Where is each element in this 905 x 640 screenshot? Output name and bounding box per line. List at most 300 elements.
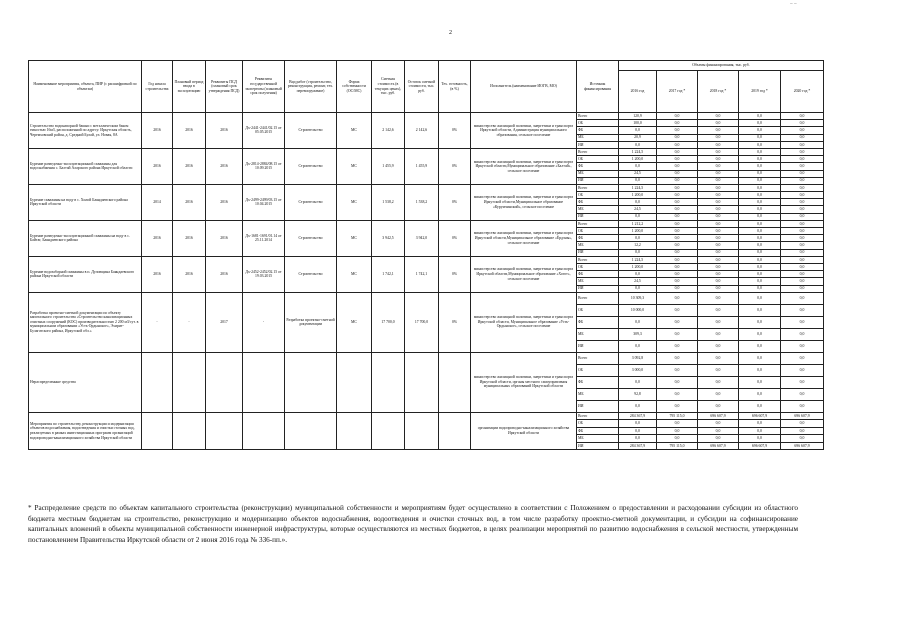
executor-cell: министерство жилищной политики, энергетики и транспорта Иркутской области,Муниципальное образование «Курумчинский», сельское поселение bbox=[471, 184, 577, 220]
year-start-cell: 2014 bbox=[142, 184, 173, 220]
funding-value-cell: 0,0 bbox=[739, 285, 781, 292]
executor-cell: министерство жилищной политики, энергетики и транспорта Иркутской области,Муниципальное образование «Хогот», сельское поселение bbox=[471, 256, 577, 292]
funding-value-cell: 92,8 bbox=[619, 388, 657, 400]
table-row bbox=[29, 148, 824, 155]
funding-value-cell: 0,0 bbox=[657, 285, 698, 292]
funding-source-cell: ФБ bbox=[577, 127, 619, 134]
readiness-cell: 0% bbox=[439, 184, 471, 220]
year-start-cell: 2016 bbox=[142, 148, 173, 184]
funding-value-cell: 1 200,0 bbox=[619, 156, 657, 163]
funding-value-cell: 0,0 bbox=[698, 420, 739, 428]
header-psd: Реквизиты ПСД (плановый срок утверждения ПСД) bbox=[206, 61, 243, 113]
funding-value-cell: 1 200,0 bbox=[619, 192, 657, 199]
funding-value-cell: 0,0 bbox=[657, 206, 698, 213]
funding-value-cell: 0,0 bbox=[657, 400, 698, 412]
funding-source-cell: ИИ bbox=[577, 249, 619, 256]
funding-value-cell: 0,0 bbox=[698, 364, 739, 376]
funding-value-cell: 0,0 bbox=[781, 242, 824, 249]
funding-value-cell: 0,0 bbox=[657, 388, 698, 400]
year-start-cell: 2016 bbox=[142, 113, 173, 149]
funding-value-cell: 12,2 bbox=[619, 242, 657, 249]
funding-value-cell: 0,0 bbox=[781, 228, 824, 235]
expertise-details-cell bbox=[243, 352, 285, 412]
footnote: * Распределение средств по объектам капитального строительства (реконструкции) муниципальной собственности и мероприятиям будет осуществлено в соответствии с Положением о предоставлении и расходовании субсидии из областного бюджета местным бюджетам на строительство, реконструкцию и модернизацию объектов водоснабжения, водоотведения и очистки сточных вод, в том числе разработку проектно-сметной документации, и субсидии на софинансирование капитальных вложений в объекты муниципальной собственности инженерной инфраструктуры, которые осуществляются из местных бюджетов, в целях реализации мероприятий по развитию водоснабжения в сельской местности, утвержденным постановлением Правительства Иркутской области от 2 июня 2016 года № 336-пп.». bbox=[28, 504, 798, 544]
funding-value-cell: 0,0 bbox=[739, 278, 781, 285]
funding-source-cell: Всего bbox=[577, 113, 619, 120]
funding-value-cell: 0,0 bbox=[698, 134, 739, 141]
page-corner-mark: ~ ~ bbox=[790, 2, 797, 7]
funding-value-cell: 0,0 bbox=[781, 199, 824, 206]
funding-value-cell: 0,0 bbox=[739, 156, 781, 163]
funding-source-cell: ИИ bbox=[577, 340, 619, 352]
funding-value-cell: 0,0 bbox=[698, 400, 739, 412]
remaining-cost-cell: 1 538,2 bbox=[405, 184, 439, 220]
psd-date-cell: 2016 bbox=[206, 256, 243, 292]
funding-value-cell: 0,0 bbox=[698, 163, 739, 170]
executor-cell: министерство жилищной политики, энергетики и транспорта Иркутской области, Администрация муниципального образования, сельское поселение bbox=[471, 113, 577, 149]
funding-value-cell: 10 000,0 bbox=[619, 304, 657, 316]
funding-value-cell: 0,0 bbox=[698, 435, 739, 443]
funding-value-cell: 0,0 bbox=[781, 148, 824, 155]
funding-source-cell: ИИ bbox=[577, 177, 619, 184]
funding-value-cell: 0,0 bbox=[619, 127, 657, 134]
estimated-cost-cell: 1 742,1 bbox=[372, 256, 405, 292]
funding-value-cell: 0,0 bbox=[739, 435, 781, 443]
funding-value-cell: 0,0 bbox=[739, 206, 781, 213]
funding-value-cell: 0,0 bbox=[781, 220, 824, 227]
funding-value-cell: 0,0 bbox=[739, 328, 781, 340]
funding-value-cell: 0,0 bbox=[739, 235, 781, 242]
funding-value-cell: 0,0 bbox=[698, 285, 739, 292]
funding-value-cell: 0,0 bbox=[781, 206, 824, 213]
expertise-details-cell: Дх-1681-1691/01.14 от 25.11.2014 bbox=[243, 220, 285, 256]
year-commission-cell: 2016 bbox=[173, 256, 206, 292]
psd-date-cell bbox=[206, 352, 243, 412]
funding-table bbox=[28, 60, 824, 450]
funding-value-cell: 0,0 bbox=[657, 134, 698, 141]
funding-value-cell: 0,0 bbox=[739, 148, 781, 155]
funding-value-cell: 1 200,0 bbox=[619, 228, 657, 235]
funding-value-cell: 0,0 bbox=[781, 400, 824, 412]
funding-value-cell: 0,0 bbox=[619, 420, 657, 428]
ownership-cell: МС bbox=[337, 113, 372, 149]
funding-source-cell: МБ bbox=[577, 328, 619, 340]
funding-value-cell: 0,0 bbox=[619, 340, 657, 352]
estimated-cost-cell: 1 455,9 bbox=[372, 148, 405, 184]
funding-value-cell: 284 367,9 bbox=[619, 442, 657, 450]
funding-source-cell: ФБ bbox=[577, 235, 619, 242]
funding-value-cell: 0,0 bbox=[657, 120, 698, 127]
funding-value-cell: 0,0 bbox=[739, 184, 781, 191]
funding-value-cell: 0,0 bbox=[657, 148, 698, 155]
funding-value-cell: 0,0 bbox=[781, 156, 824, 163]
remaining-cost-cell: 17 700,0 bbox=[405, 292, 439, 352]
funding-value-cell: 795 115,0 bbox=[657, 442, 698, 450]
year-start-cell: - bbox=[142, 292, 173, 352]
project-name-cell: Мероприятия по строительству, реконструкции и модернизации объектов водоснабжения, водоотведения и очистки сточных вод, реализуемых в рамках инвестиционных программ организаций водопроводно-канализационного хозяйства Иркутской области bbox=[29, 412, 142, 450]
funding-source-cell: МБ bbox=[577, 242, 619, 249]
funding-value-cell: 0,0 bbox=[781, 170, 824, 177]
ownership-cell bbox=[337, 412, 372, 450]
funding-value-cell: 0,0 bbox=[781, 364, 824, 376]
funding-value-cell: 0,0 bbox=[781, 285, 824, 292]
project-name-cell: Нераспределенные средства bbox=[29, 352, 142, 412]
funding-source-cell: ФБ bbox=[577, 271, 619, 278]
funding-value-cell: 3 092,8 bbox=[619, 352, 657, 364]
readiness-cell bbox=[439, 412, 471, 450]
header-name: Наименование мероприятия, объекта, ПИР (с расшифровкой по объектам) bbox=[29, 61, 142, 113]
header-executor: Исполнитель (наименование ИОГВ, МО) bbox=[471, 61, 577, 113]
readiness-cell: 0% bbox=[439, 113, 471, 149]
readiness-cell bbox=[439, 352, 471, 412]
funding-source-cell: ИИ bbox=[577, 141, 619, 148]
header-funding: Объемы финансирования, тыс. руб. bbox=[619, 61, 824, 71]
work-type-cell bbox=[285, 352, 337, 412]
funding-value-cell: 0,0 bbox=[698, 156, 739, 163]
estimated-cost-cell bbox=[372, 352, 405, 412]
work-type-cell: Строительство bbox=[285, 113, 337, 149]
funding-source-cell: ОБ bbox=[577, 420, 619, 428]
funding-value-cell: 0,0 bbox=[657, 328, 698, 340]
funding-value-cell: 0,0 bbox=[619, 271, 657, 278]
funding-value-cell: 0,0 bbox=[739, 271, 781, 278]
funding-value-cell: 696 607,9 bbox=[739, 412, 781, 420]
funding-value-cell: 0,0 bbox=[739, 304, 781, 316]
funding-value-cell: 0,0 bbox=[698, 292, 739, 304]
header-readiness: Тех. готовность, (в %) bbox=[439, 61, 471, 113]
funding-value-cell: 0,0 bbox=[698, 304, 739, 316]
header-year-commission: Плановый период ввода в эксплуатацию bbox=[173, 61, 206, 113]
remaining-cost-cell: 1 742,1 bbox=[405, 256, 439, 292]
funding-source-cell: ОБ bbox=[577, 228, 619, 235]
funding-value-cell: 0,0 bbox=[698, 242, 739, 249]
funding-value-cell: 0,0 bbox=[657, 177, 698, 184]
funding-value-cell: 0,0 bbox=[619, 427, 657, 435]
funding-value-cell: 0,0 bbox=[781, 304, 824, 316]
page-number: 2 bbox=[449, 30, 452, 36]
funding-value-cell: 0,0 bbox=[698, 256, 739, 263]
funding-value-cell: 0,0 bbox=[739, 192, 781, 199]
funding-value-cell: 0,0 bbox=[657, 192, 698, 199]
funding-value-cell: 0,0 bbox=[657, 220, 698, 227]
funding-source-cell: МБ bbox=[577, 206, 619, 213]
funding-value-cell: 0,0 bbox=[781, 127, 824, 134]
funding-value-cell: 0,0 bbox=[698, 271, 739, 278]
funding-value-cell: 696 607,9 bbox=[781, 412, 824, 420]
funding-value-cell: 309,3 bbox=[619, 328, 657, 340]
funding-value-cell: 0,0 bbox=[781, 184, 824, 191]
psd-date-cell: 2016 bbox=[206, 184, 243, 220]
funding-value-cell: 0,0 bbox=[739, 220, 781, 227]
year-commission-cell: 2016 bbox=[173, 220, 206, 256]
work-type-cell bbox=[285, 412, 337, 450]
funding-value-cell: 0,0 bbox=[698, 249, 739, 256]
header-ownership: Форма собственности (ОС/МС) bbox=[337, 61, 372, 113]
funding-value-cell: 0,0 bbox=[657, 340, 698, 352]
funding-source-cell: Всего bbox=[577, 184, 619, 191]
funding-value-cell: 0,0 bbox=[781, 141, 824, 148]
funding-value-cell: 0,0 bbox=[698, 278, 739, 285]
table-row bbox=[29, 352, 824, 364]
funding-source-cell: ИИ bbox=[577, 213, 619, 220]
funding-source-cell: МБ bbox=[577, 134, 619, 141]
project-name-cell: Бурение разведочно-эксплуатационной скважины для водоснабжения с. Балтай Аларского района Иркутской области bbox=[29, 148, 142, 184]
expertise-details-cell: Дх-2441-2441/02.15 от 05.05.2015 bbox=[243, 113, 285, 149]
funding-value-cell: 0,0 bbox=[781, 427, 824, 435]
funding-source-cell: ОБ bbox=[577, 120, 619, 127]
funding-value-cell: 0,0 bbox=[739, 113, 781, 120]
table-row bbox=[29, 184, 824, 191]
funding-value-cell: 0,0 bbox=[657, 249, 698, 256]
funding-value-cell: 0,0 bbox=[698, 352, 739, 364]
funding-source-cell: МБ bbox=[577, 435, 619, 443]
funding-source-cell: МБ bbox=[577, 278, 619, 285]
estimated-cost-cell: 17 700,0 bbox=[372, 292, 405, 352]
funding-value-cell: 0,0 bbox=[657, 420, 698, 428]
funding-value-cell: 0,0 bbox=[739, 213, 781, 220]
remaining-cost-cell bbox=[405, 352, 439, 412]
funding-value-cell: 0,0 bbox=[781, 388, 824, 400]
funding-value-cell: 1 224,5 bbox=[619, 184, 657, 191]
funding-value-cell: 0,0 bbox=[739, 292, 781, 304]
funding-value-cell: 0,0 bbox=[698, 328, 739, 340]
funding-value-cell: 0,0 bbox=[739, 170, 781, 177]
funding-source-cell: Всего bbox=[577, 148, 619, 155]
year-commission-cell bbox=[173, 412, 206, 450]
funding-source-cell: ОБ bbox=[577, 304, 619, 316]
funding-value-cell: 0,0 bbox=[698, 263, 739, 270]
funding-value-cell: 0,0 bbox=[739, 177, 781, 184]
readiness-cell: 0% bbox=[439, 148, 471, 184]
funding-value-cell: 0,0 bbox=[657, 170, 698, 177]
funding-value-cell: 0,0 bbox=[657, 228, 698, 235]
header-year-start: Год начала строительства bbox=[142, 61, 173, 113]
table-row bbox=[29, 220, 824, 227]
estimated-cost-cell bbox=[372, 412, 405, 450]
ownership-cell: МС bbox=[337, 256, 372, 292]
year-commission-cell: 2016 bbox=[173, 184, 206, 220]
funding-value-cell: 0,0 bbox=[698, 120, 739, 127]
funding-value-cell: 795 115,0 bbox=[657, 412, 698, 420]
psd-date-cell: 2016 bbox=[206, 148, 243, 184]
funding-value-cell: 0,0 bbox=[739, 316, 781, 328]
funding-value-cell: 0,0 bbox=[739, 249, 781, 256]
project-name-cell: Бурение водозаборной скважины в п. Дуловщина Баяндаевского района Иркутской области bbox=[29, 256, 142, 292]
funding-value-cell: 0,0 bbox=[619, 376, 657, 388]
year-commission-cell: - bbox=[173, 292, 206, 352]
funding-value-cell: 24,5 bbox=[619, 206, 657, 213]
readiness-cell: 0% bbox=[439, 256, 471, 292]
header-year: 2020 год * bbox=[781, 71, 824, 113]
funding-source-cell: ОБ bbox=[577, 263, 619, 270]
funding-value-cell: 1 224,5 bbox=[619, 256, 657, 263]
psd-date-cell bbox=[206, 412, 243, 450]
header-work-type: Вид работ (строительство, реконструкция, ремонт, тех. перевооружение) bbox=[285, 61, 337, 113]
funding-value-cell: 0,0 bbox=[739, 263, 781, 270]
header-year: 2018 год * bbox=[698, 71, 739, 113]
ownership-cell: МС bbox=[337, 292, 372, 352]
funding-value-cell: 0,0 bbox=[781, 278, 824, 285]
funding-value-cell: 0,0 bbox=[657, 435, 698, 443]
funding-value-cell: 0,0 bbox=[619, 141, 657, 148]
funding-value-cell: 284 367,9 bbox=[619, 412, 657, 420]
header-remaining: Остаток сметной стоимости, тыс. руб. bbox=[405, 61, 439, 113]
funding-value-cell: 20,9 bbox=[619, 134, 657, 141]
ownership-cell: МС bbox=[337, 220, 372, 256]
funding-value-cell: 0,0 bbox=[698, 340, 739, 352]
funding-source-cell: ИИ bbox=[577, 442, 619, 450]
readiness-cell: 0% bbox=[439, 220, 471, 256]
table-row bbox=[29, 113, 824, 120]
table-body bbox=[29, 113, 824, 450]
funding-value-cell: 0,0 bbox=[657, 263, 698, 270]
funding-value-cell: 0,0 bbox=[698, 199, 739, 206]
funding-value-cell: 0,0 bbox=[698, 148, 739, 155]
funding-value-cell: 696 607,9 bbox=[781, 442, 824, 450]
funding-source-cell: Всего bbox=[577, 220, 619, 227]
funding-value-cell: 0,0 bbox=[657, 141, 698, 148]
funding-value-cell: 0,0 bbox=[698, 170, 739, 177]
funding-value-cell: 0,0 bbox=[619, 285, 657, 292]
funding-value-cell: 0,0 bbox=[739, 127, 781, 134]
funding-value-cell: 0,0 bbox=[781, 163, 824, 170]
funding-value-cell: 0,0 bbox=[698, 376, 739, 388]
funding-value-cell: 0,0 bbox=[781, 213, 824, 220]
remaining-cost-cell: 2 142,6 bbox=[405, 113, 439, 149]
funding-value-cell: 0,0 bbox=[739, 134, 781, 141]
funding-value-cell: 0,0 bbox=[619, 199, 657, 206]
project-name-cell: Бурение разведочно-эксплуатационной скважины на воду в с. Байтаг, Баяндаевского района bbox=[29, 220, 142, 256]
funding-value-cell: 3 000,0 bbox=[619, 364, 657, 376]
funding-value-cell: 0,0 bbox=[781, 352, 824, 364]
estimated-cost-cell: 1 538,2 bbox=[372, 184, 405, 220]
year-start-cell: 2016 bbox=[142, 220, 173, 256]
funding-value-cell: 696 607,9 bbox=[739, 442, 781, 450]
funding-value-cell: 0,0 bbox=[781, 271, 824, 278]
funding-value-cell: 0,0 bbox=[619, 177, 657, 184]
funding-value-cell: 100,0 bbox=[619, 120, 657, 127]
funding-value-cell: 0,0 bbox=[657, 184, 698, 191]
funding-value-cell: 0,0 bbox=[739, 420, 781, 428]
funding-value-cell: 0,0 bbox=[781, 235, 824, 242]
year-commission-cell: 2016 bbox=[173, 113, 206, 149]
funding-value-cell: 0,0 bbox=[739, 256, 781, 263]
executor-cell: министерство жилищной политики, энергетики и транспорта Иркутской области,Муниципальное образование «Ёрдэны», сельское поселение bbox=[471, 220, 577, 256]
funding-value-cell: 0,0 bbox=[781, 249, 824, 256]
estimated-cost-cell: 3 942,5 bbox=[372, 220, 405, 256]
work-type-cell: Строительство bbox=[285, 184, 337, 220]
remaining-cost-cell: 3 942,0 bbox=[405, 220, 439, 256]
project-name-cell: Бурение скважины на воду в с. Хилой Баяндаевского района Иркутской области bbox=[29, 184, 142, 220]
funding-value-cell: 0,0 bbox=[739, 376, 781, 388]
funding-value-cell: 1 212,2 bbox=[619, 220, 657, 227]
funding-value-cell: 0,0 bbox=[739, 228, 781, 235]
funding-value-cell: 0,0 bbox=[698, 127, 739, 134]
psd-date-cell: 2016 bbox=[206, 113, 243, 149]
work-type-cell: Строительство bbox=[285, 256, 337, 292]
executor-cell: организации водопроводно-канализационного хозяйства Иркутской области bbox=[471, 412, 577, 450]
executor-cell: министерство жилищной политики, энергетики и транспорта Иркутской области, Муниципальное образование «Усть-Ордынское», сельское поселение bbox=[471, 292, 577, 352]
funding-value-cell: 120,9 bbox=[619, 113, 657, 120]
estimated-cost-cell: 2 142,6 bbox=[372, 113, 405, 149]
funding-value-cell: 0,0 bbox=[781, 316, 824, 328]
remaining-cost-cell bbox=[405, 412, 439, 450]
funding-value-cell: 0,0 bbox=[781, 177, 824, 184]
funding-value-cell: 0,0 bbox=[657, 127, 698, 134]
funding-source-cell: ФБ bbox=[577, 427, 619, 435]
funding-value-cell: 0,0 bbox=[619, 249, 657, 256]
executor-cell: министерство жилищной политики, энергетики и транспорта Иркутской области, органы местного самоуправления муниципальных образований Иркутской области bbox=[471, 352, 577, 412]
funding-value-cell: 0,0 bbox=[698, 192, 739, 199]
year-commission-cell bbox=[173, 352, 206, 412]
funding-value-cell: 0,0 bbox=[619, 400, 657, 412]
funding-value-cell: 0,0 bbox=[657, 113, 698, 120]
funding-value-cell: 0,0 bbox=[657, 156, 698, 163]
funding-value-cell: 0,0 bbox=[739, 141, 781, 148]
funding-value-cell: 0,0 bbox=[657, 256, 698, 263]
funding-value-cell: 0,0 bbox=[657, 235, 698, 242]
funding-value-cell: 0,0 bbox=[657, 316, 698, 328]
remaining-cost-cell: 1 455,9 bbox=[405, 148, 439, 184]
table-row bbox=[29, 292, 824, 304]
funding-value-cell: 0,0 bbox=[781, 120, 824, 127]
funding-value-cell: 0,0 bbox=[781, 340, 824, 352]
ownership-cell: МС bbox=[337, 184, 372, 220]
funding-source-cell: ФБ bbox=[577, 199, 619, 206]
funding-source-cell: ФБ bbox=[577, 316, 619, 328]
table-row bbox=[29, 412, 824, 420]
funding-source-cell: Всего bbox=[577, 352, 619, 364]
funding-value-cell: 0,0 bbox=[619, 235, 657, 242]
funding-source-cell: ФБ bbox=[577, 376, 619, 388]
expertise-details-cell: Дх-2452-2452/02.15 от 19.03.2015 bbox=[243, 256, 285, 292]
funding-value-cell: 0,0 bbox=[781, 292, 824, 304]
funding-source-cell: МБ bbox=[577, 170, 619, 177]
funding-value-cell: 0,0 bbox=[657, 376, 698, 388]
funding-value-cell: 0,0 bbox=[739, 340, 781, 352]
funding-value-cell: 0,0 bbox=[739, 199, 781, 206]
funding-value-cell: 0,0 bbox=[657, 163, 698, 170]
funding-value-cell: 0,0 bbox=[657, 304, 698, 316]
year-start-cell bbox=[142, 352, 173, 412]
funding-value-cell: 0,0 bbox=[781, 134, 824, 141]
funding-value-cell: 0,0 bbox=[781, 256, 824, 263]
header-year: 2017 год * bbox=[657, 71, 698, 113]
funding-value-cell: 0,0 bbox=[698, 235, 739, 242]
funding-value-cell: 0,0 bbox=[781, 113, 824, 120]
funding-value-cell: 0,0 bbox=[698, 113, 739, 120]
funding-value-cell: 696 607,9 bbox=[698, 412, 739, 420]
funding-value-cell: 0,0 bbox=[657, 364, 698, 376]
expertise-details-cell: - bbox=[243, 292, 285, 352]
funding-source-cell: Всего bbox=[577, 292, 619, 304]
work-type-cell: Строительство bbox=[285, 220, 337, 256]
funding-value-cell: 0,0 bbox=[657, 427, 698, 435]
funding-value-cell: 0,0 bbox=[657, 213, 698, 220]
funding-source-cell: ОБ bbox=[577, 364, 619, 376]
expertise-details-cell: Дх-2499-2499/03.15 от 10.04.2015 bbox=[243, 184, 285, 220]
funding-value-cell: 0,0 bbox=[698, 228, 739, 235]
funding-value-cell: 0,0 bbox=[739, 427, 781, 435]
funding-value-cell: 0,0 bbox=[657, 199, 698, 206]
funding-value-cell: 0,0 bbox=[698, 184, 739, 191]
year-start-cell bbox=[142, 412, 173, 450]
funding-value-cell: 0,0 bbox=[781, 435, 824, 443]
expertise-details-cell: Дх-2814-2884/08.15 от 10.09.2015 bbox=[243, 148, 285, 184]
funding-value-cell: 1 200,0 bbox=[619, 263, 657, 270]
funding-source-cell: ФБ bbox=[577, 163, 619, 170]
funding-value-cell: 0,0 bbox=[781, 328, 824, 340]
